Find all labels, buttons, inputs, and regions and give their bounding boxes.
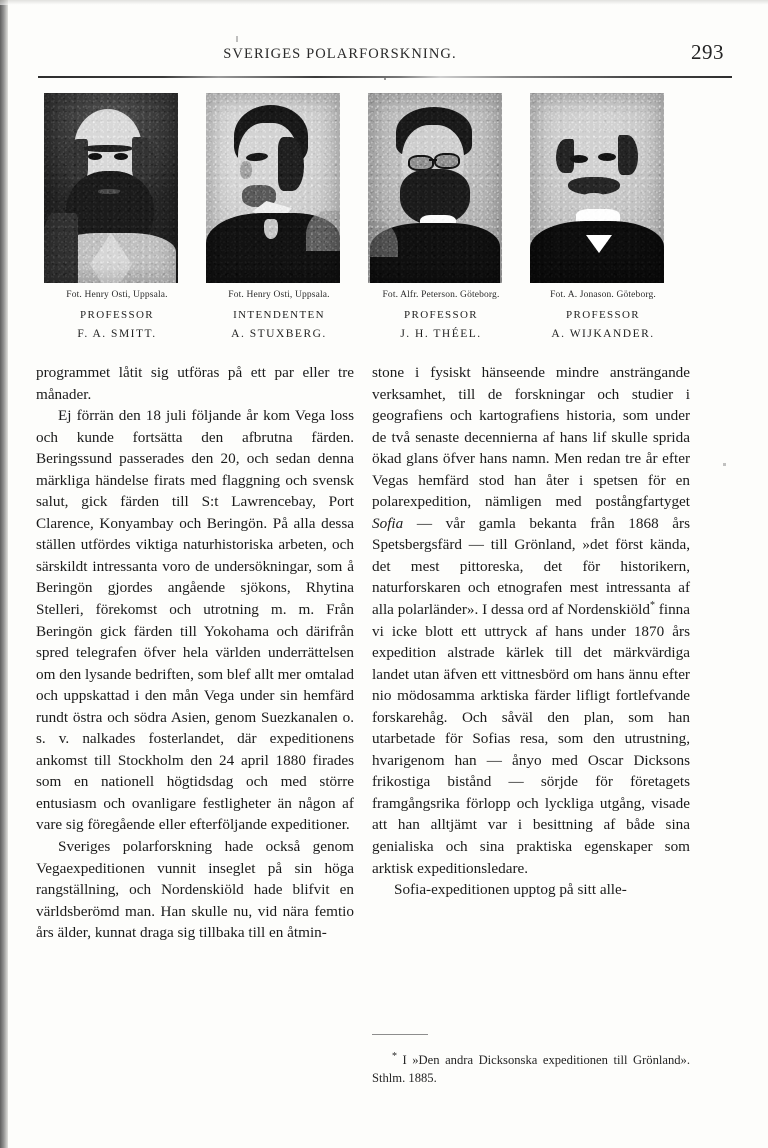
ship-name-italic: Sofia bbox=[372, 514, 404, 532]
portrait-figure-theel bbox=[360, 93, 522, 340]
scan-speck bbox=[384, 78, 386, 80]
portrait-figure-smitt bbox=[36, 93, 198, 340]
portrait-role: PROFESSOR bbox=[404, 309, 478, 321]
portrait-figure-wijkander bbox=[522, 93, 684, 340]
text-run: finna vi icke blott ett uttryck af hans under 1870 års expedition alstrade kärlek till det märkvärdiga landet utan äfven ett vittnesbörd om hans ännu efter nio mödosamma arktiska färder lifligt fortlefvande forskarehåg. Och såväl den plan, som han utarbetade för Sofias resa, som den utrustning, hvarigenom han — ånyo med Oscar Dicksons frikostiga bistånd — sörjde för företagets framgångsrika förlopp och lyckliga utgång, visade att han alltjämt var i besittning af både sina genialiska och sina praktiska egenskaper som arktisk expeditionsledare. bbox=[372, 601, 690, 877]
running-head bbox=[40, 40, 730, 70]
portrait-role: INTENDENTEN bbox=[233, 309, 325, 321]
scan-speck bbox=[723, 463, 726, 466]
running-title: SVERIGES POLARFORSKNING. bbox=[223, 46, 457, 62]
paragraph: programmet låtit sig utföras på ett par eller tre månader. bbox=[36, 364, 354, 403]
scan-speck bbox=[236, 36, 238, 42]
portrait-figure-stuxberg bbox=[198, 93, 360, 340]
portrait-photo-wijkander bbox=[530, 93, 664, 283]
portrait-name: A. STUXBERG. bbox=[231, 328, 327, 340]
text-column-right bbox=[372, 362, 690, 901]
portrait-row bbox=[0, 93, 768, 343]
paragraph: Ej förrän den 18 juli följande år kom Vega loss och kunde fortsätta den afbrutna färden. Beringssund passerades den 20, och sedan denna märkliga händelse firats med flaggning och svensk salut, gick färden till S:t Lawrencebay, Port Clarence, Konyambay och Beringön. På alla dessa ställen utfördes viktiga naturhistoriska arbeten, och särskildt intressanta voro de undersökningar, som å Beringön gjordes angående sjökons, Rhytina Stelleri, förekomst och utrotning m. m. Från Beringön gick färden till Yokohama och därifrån spred telegrafen öfver hela världen underrättelsen om den lysande bedriften, som blef allt mer omtalad och uppskattad i den mån Vega under sin hemfärd rundt östra och södra Asien, genom Suezkanalen o. s. v. nalkades fosterlandet, där expeditionens ankomst till Stockholm den 24 april 1880 firades som en nationell högtidsdag och med större entusiasm och ovanligare festligheter än någon af vare sig föregående eller efterföljande expeditioner. bbox=[36, 407, 354, 834]
text-column-left bbox=[36, 362, 354, 944]
footnote-rule bbox=[372, 1034, 428, 1035]
text-run: I »Den andra Dicksonska expeditionen till Grönland». Sthlm. 1885. bbox=[372, 1053, 690, 1086]
portrait-photo-smitt bbox=[44, 93, 178, 283]
paragraph bbox=[372, 362, 690, 879]
photo-credit: Fot. Henry Osti, Uppsala. bbox=[66, 290, 168, 300]
portrait-role: PROFESSOR bbox=[80, 309, 154, 321]
text-run: — vår gamla bekanta från 1868 års Spetsbergsfärd — till Grönland, »det först kända, det mest pittoreska, det för historikern, naturforskaren och etnografen mest intressanta af alla polarländer». I dessa ord af Nordenskiöld bbox=[372, 514, 690, 619]
portrait-name: A. WIJKANDER. bbox=[551, 328, 655, 340]
portrait-role: PROFESSOR bbox=[566, 309, 640, 321]
paragraph: Sveriges polarforskning hade också genom Vegaexpeditionen vunnit inseglet på sin höga rangställning, och Nordenskiöld hade blifvit en världsberömd man. Han skulle nu, vid nära femtio års älder, kunnat draga sig tillbaka till en åtmin- bbox=[36, 838, 354, 942]
photo-credit: Fot. Henry Osti, Uppsala. bbox=[228, 290, 330, 300]
photo-credit: Fot. A. Jonason. Göteborg. bbox=[550, 290, 656, 300]
footnote-marker: * bbox=[649, 599, 655, 611]
portrait-photo-stuxberg bbox=[206, 93, 340, 283]
portrait-photo-theel bbox=[368, 93, 502, 283]
paragraph: Sofia-expeditionen upptog på sitt alle- bbox=[394, 881, 627, 899]
footnote-marker: * bbox=[392, 1050, 397, 1062]
footnote-text bbox=[372, 1051, 690, 1088]
photo-credit: Fot. Alfr. Peterson. Göteborg. bbox=[382, 290, 500, 300]
scan-top-edge-shadow bbox=[0, 0, 768, 5]
portrait-name: F. A. SMITT. bbox=[77, 328, 157, 340]
footnote-block bbox=[372, 1034, 690, 1088]
text-run: stone i fysiskt hänseende mindre ansträngande verksamhet, till de forskningar och studier i geografiens och kartografiens historia, som under de två senaste decennierna af hans lif skulle sprida ökad glans öfver hans namn. Men redan tre år efter Vegas hemfärd stod han åter i spetsen för en polarexpedition, nämligen med postångfartyget bbox=[372, 364, 690, 511]
header-rule bbox=[38, 76, 732, 78]
portrait-name: J. H. THÉEL. bbox=[400, 328, 482, 340]
page-number: 293 bbox=[691, 40, 724, 64]
